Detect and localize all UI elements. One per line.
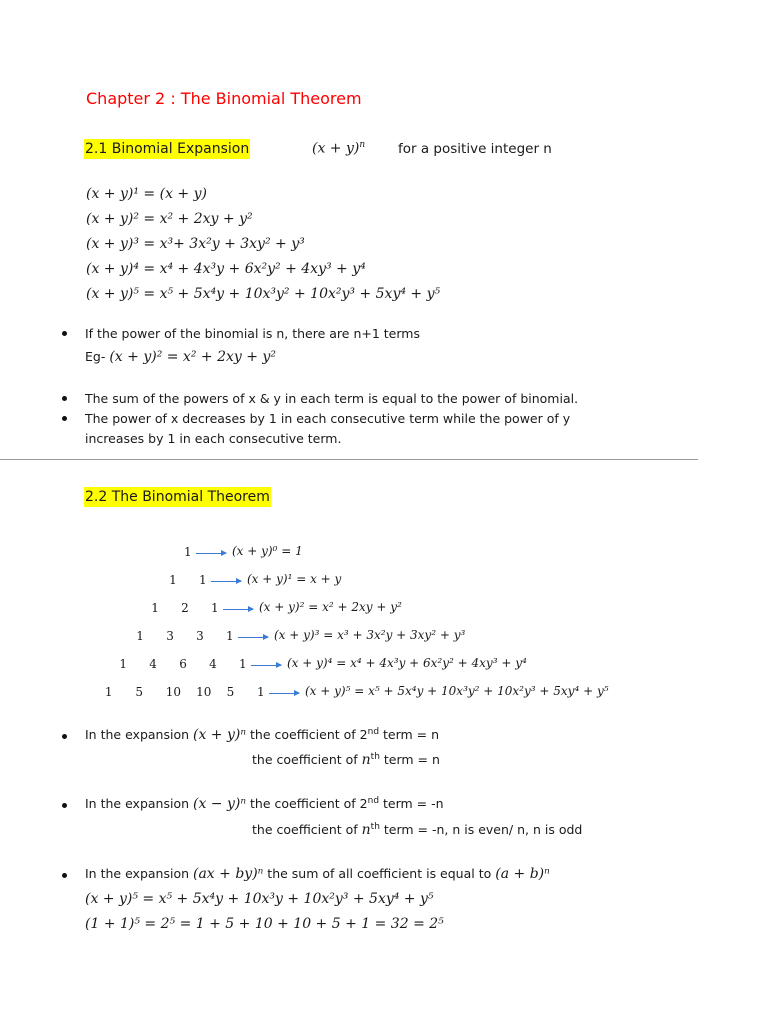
section-formula: [312, 140, 365, 157]
rule-text: term = n: [379, 727, 440, 743]
pascal-expansion: (x + y)¹ = x + y: [247, 572, 342, 586]
pascal-number: 3: [166, 629, 174, 643]
rule-expression: (ax + by)ⁿ: [192, 866, 264, 882]
pascal-number: 10: [196, 685, 212, 699]
sum-example-expansion: (x + y)⁵ = x⁵ + 5x⁴y + 10x³y + 10x²y³ + 5xy⁴ + y⁵: [85, 891, 434, 907]
bullet-marker: [62, 803, 67, 808]
arrow-right-icon: [269, 693, 299, 694]
bullet-marker: [62, 416, 67, 421]
pascal-number: 1: [151, 601, 159, 615]
coefficient-rule-1-line2: [252, 752, 440, 768]
coefficient-rule-2: [85, 796, 444, 812]
rule-text: the coefficient of: [252, 752, 362, 768]
arrow-right-icon: [238, 637, 268, 638]
pascal-number: 10: [165, 685, 182, 699]
rule-expression: (a + b)ⁿ: [495, 866, 550, 882]
pascal-expansion: (x + y)⁵ = x⁵ + 5x⁴y + 10x³y² + 10x²y³ + 5xy⁴ + y⁵: [305, 684, 609, 698]
pascal-number: 3: [196, 629, 204, 643]
pascal-number: 4: [209, 657, 217, 671]
pascal-number: 4: [149, 657, 157, 671]
expansion-line-2: (x + y)² = x² + 2xy + y²: [86, 211, 253, 227]
chapter-title: Chapter 2 : The Binomial Theorem: [86, 89, 362, 108]
coefficient-rule-1: [85, 727, 439, 743]
pascal-expansion: (x + y)² = x² + 2xy + y²: [259, 600, 402, 614]
rule-expression: (x − y)ⁿ: [192, 796, 247, 813]
rule-text: the coefficient of 2: [246, 727, 368, 743]
section-heading-binomial-expansion: 2.1 Binomial Expansion: [85, 141, 250, 157]
example-label: Eg-: [85, 349, 110, 364]
pascal-number: 1: [226, 629, 234, 643]
rule-text: the sum of all coefficient is equal to: [263, 866, 496, 881]
rule-superscript: nd: [367, 727, 380, 737]
arrow-right-icon: [223, 609, 253, 610]
section-divider: [0, 459, 698, 460]
coefficient-rule-2-line2: [252, 822, 582, 838]
rule-text: term = -n, n is even/ n, n is odd: [379, 822, 583, 838]
rule-text: term = n: [379, 752, 440, 768]
rule-text: the coefficient of: [252, 822, 362, 838]
pascal-number: 5: [135, 685, 143, 699]
rule-text: In the expansion: [85, 796, 193, 812]
pascal-number: 1: [119, 657, 128, 671]
pascal-number: 1: [239, 657, 247, 671]
pascal-number: 1: [184, 545, 192, 559]
expansion-line-1: (x + y)¹ = (x + y): [86, 186, 207, 202]
pascal-number: 1: [169, 573, 177, 587]
arrow-right-icon: [211, 581, 241, 582]
pascal-number: 1: [211, 601, 219, 615]
rule-expression: (x + y)ⁿ: [192, 727, 247, 744]
pascal-number: 1: [257, 685, 265, 699]
bullet-marker: [62, 734, 67, 739]
expansion-line-4: (x + y)⁴ = x⁴ + 4x³y + 6x²y² + 4xy³ + y⁴: [86, 261, 366, 277]
expansion-line-3: (x + y)³ = x³+ 3x²y + 3xy² + y³: [86, 236, 305, 252]
pascal-expansion: (x + y)⁰ = 1: [232, 544, 303, 558]
bullet-terms-count: If the power of the binomial is n, there are n+1 terms: [85, 326, 420, 341]
coefficient-sum-rule: [85, 866, 550, 882]
arrow-right-icon: [251, 665, 281, 666]
rule-variable: n: [361, 752, 371, 769]
bullet-marker: [62, 331, 67, 336]
pascal-number: 5: [226, 685, 235, 699]
bullet-power-change-line2: increases by 1 in each consecutive term.: [85, 431, 342, 446]
rule-superscript: th: [370, 822, 380, 832]
rule-superscript: th: [370, 752, 380, 762]
pascal-number: 1: [136, 629, 144, 643]
example-line: [85, 349, 276, 365]
sum-example-evaluation: (1 + 1)⁵ = 2⁵ = 1 + 5 + 10 + 10 + 5 + 1 = 32 = 2⁵: [85, 916, 444, 932]
pascal-expansion: (x + y)⁴ = x⁴ + 4x³y + 6x²y² + 4xy³ + y⁴: [287, 656, 527, 670]
bullet-marker: [62, 396, 67, 401]
pascal-expansion: (x + y)³ = x³ + 3x²y + 3xy² + y³: [274, 628, 466, 642]
formula-exponent: n: [359, 140, 366, 150]
pascal-number: 6: [179, 657, 187, 671]
arrow-right-icon: [196, 553, 226, 554]
rule-superscript: nd: [367, 796, 380, 806]
pascal-number: 2: [181, 601, 189, 615]
bullet-power-change-line1: The power of x decreases by 1 in each consecutive term while the power of y: [85, 411, 571, 426]
rule-text: term = -n: [379, 796, 444, 812]
rule-text: In the expansion: [85, 727, 193, 743]
pascal-number: 1: [104, 685, 113, 699]
expansion-line-5: (x + y)⁵ = x⁵ + 5x⁴y + 10x³y² + 10x²y³ + 5xy⁴ + y⁵: [86, 286, 441, 302]
rule-text: In the expansion: [85, 866, 193, 881]
rule-variable: n: [361, 822, 371, 839]
formula-base: (x + y): [312, 140, 360, 157]
bullet-marker: [62, 873, 67, 878]
formula-note: for a positive integer n: [398, 141, 552, 157]
bullet-sum-of-powers: The sum of the powers of x & y in each term is equal to the power of binomial.: [85, 391, 579, 406]
section-heading-binomial-theorem: 2.2 The Binomial Theorem: [85, 489, 270, 505]
rule-text: the coefficient of 2: [246, 796, 368, 812]
pascal-number: 1: [199, 573, 207, 587]
example-expression: (x + y)² = x² + 2xy + y²: [109, 349, 276, 365]
